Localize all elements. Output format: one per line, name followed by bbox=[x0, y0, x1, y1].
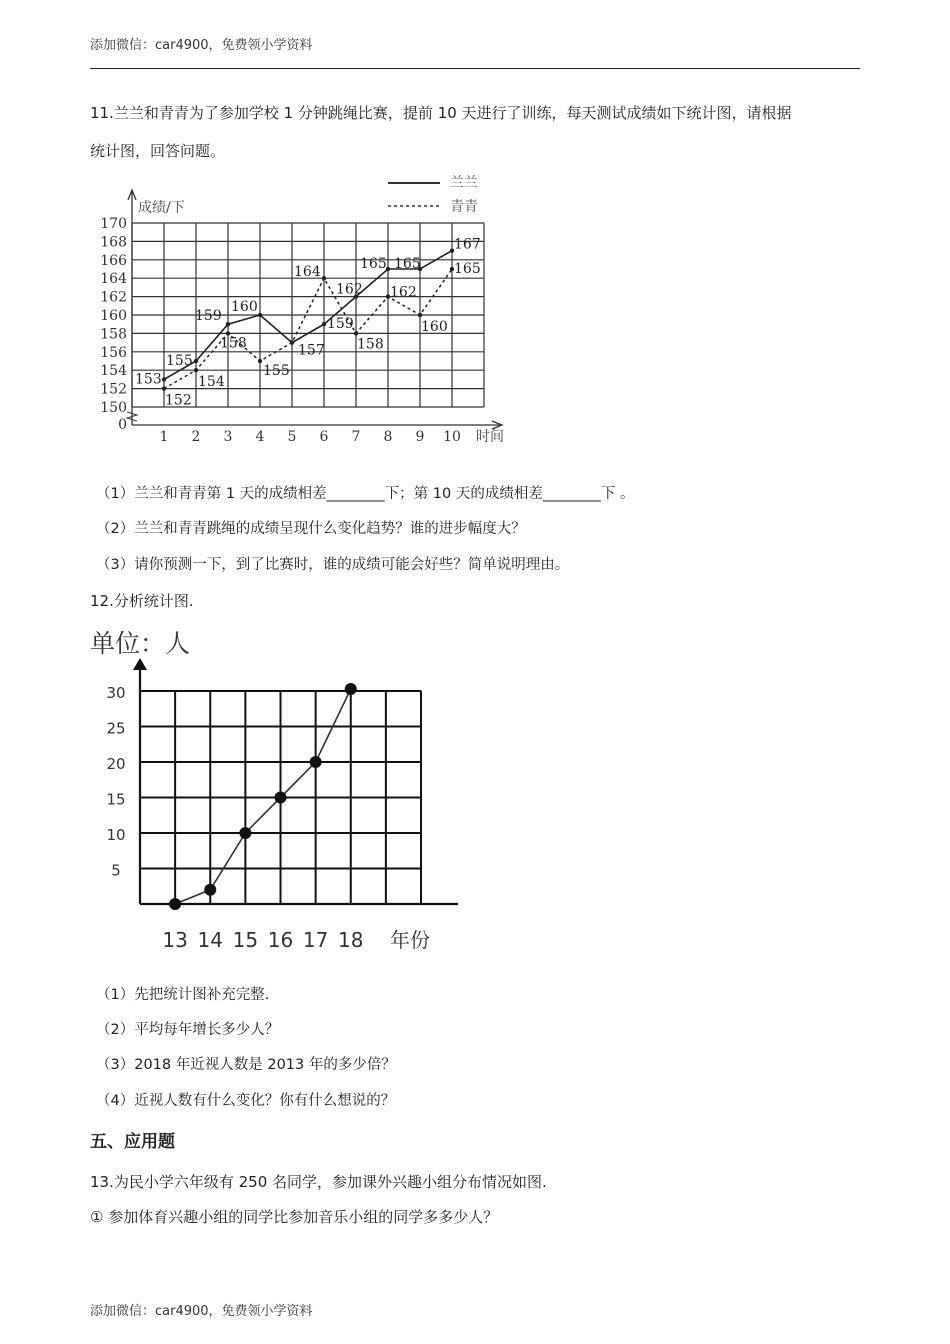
q12-sub-question-2: （2）平均每年增长多少人？ bbox=[96, 1022, 280, 1038]
q11-jump-rope-line-chart bbox=[90, 170, 520, 450]
point-qingqing bbox=[290, 340, 294, 344]
data-label: 160 bbox=[231, 299, 258, 315]
data-point bbox=[345, 683, 357, 695]
point-qingqing bbox=[354, 331, 358, 335]
y-tick-label: 0 bbox=[118, 417, 127, 433]
point-lanlan bbox=[226, 322, 230, 326]
data-label: 164 bbox=[294, 264, 321, 281]
q11-chart-ticks bbox=[100, 216, 461, 445]
q11-sub-question-1: （1）兰兰和青青第 1 天的成绩相差________下；第 10 天的成绩相差________下 。 bbox=[96, 486, 635, 502]
y-tick-label: 166 bbox=[100, 252, 127, 269]
x-tick-label: 3 bbox=[223, 429, 233, 445]
q11-chart-x-axis-title: 时间 bbox=[476, 429, 504, 445]
header-rule bbox=[90, 68, 860, 69]
q12-title: 12.分析统计图. bbox=[90, 592, 194, 610]
page-header-text: 添加微信：car4900，免费领小学资料 bbox=[90, 38, 313, 53]
q12-chart-x-axis-title: 年份 bbox=[390, 928, 430, 952]
x-tick-label: 6 bbox=[319, 429, 329, 445]
q13-sub-question-1: ① 参加体育兴趣小组的同学比参加音乐小组的同学多多少人？ bbox=[90, 1208, 499, 1226]
x-tick-label: 13 bbox=[162, 928, 188, 952]
y-tick-label: 5 bbox=[111, 861, 121, 880]
y-tick-label: 160 bbox=[100, 308, 127, 324]
q12-myopia-line-chart bbox=[88, 620, 458, 960]
q11-sub-question-3: （3）请你预测一下，到了比赛时，谁的成绩可能会好些？简单说明理由。 bbox=[96, 557, 570, 573]
legend-label-qingqing: 青青 bbox=[450, 199, 478, 215]
data-label: 165 bbox=[394, 256, 421, 272]
x-tick-label: 15 bbox=[232, 928, 259, 952]
data-label: 154 bbox=[198, 374, 225, 391]
y-tick-label: 25 bbox=[106, 719, 126, 738]
q11-text-line1: 11.兰兰和青青为了参加学校 1 分钟跳绳比赛，提前 10 天进行了训练，每天测试成绩如下统计图，请根据 bbox=[90, 104, 792, 122]
x-tick-label: 17 bbox=[302, 928, 329, 952]
point-qingqing bbox=[162, 386, 166, 390]
point-lanlan bbox=[322, 322, 326, 326]
y-tick-label: 168 bbox=[100, 234, 127, 251]
x-tick-label: 8 bbox=[383, 429, 393, 445]
axis-break-mark bbox=[127, 412, 137, 421]
q12-chart-axes bbox=[133, 658, 458, 911]
x-tick-label: 10 bbox=[443, 429, 461, 445]
q12-sub-question-4: （4）近视人数有什么变化？你有什么想说的？ bbox=[96, 1093, 396, 1109]
y-tick-label: 154 bbox=[100, 363, 127, 380]
data-label: 162 bbox=[390, 284, 417, 301]
data-label: 162 bbox=[336, 281, 363, 298]
x-tick-label: 4 bbox=[255, 429, 265, 445]
point-lanlan bbox=[162, 377, 166, 381]
section-5-heading: 五、应用题 bbox=[90, 1132, 175, 1152]
y-tick-label: 162 bbox=[100, 289, 127, 306]
point-lanlan bbox=[258, 313, 262, 317]
data-label: 155 bbox=[263, 363, 290, 379]
x-tick-label: 7 bbox=[351, 429, 361, 445]
y-tick-label: 15 bbox=[106, 790, 126, 809]
q12-chart-ticks bbox=[106, 684, 363, 952]
x-tick-label: 2 bbox=[191, 429, 201, 445]
point-qingqing bbox=[322, 276, 326, 280]
q12-chart-unit-label: 单位：人 bbox=[90, 629, 191, 658]
y-tick-label: 30 bbox=[106, 684, 126, 702]
x-tick-label: 16 bbox=[267, 928, 294, 952]
data-label: 153 bbox=[135, 371, 162, 388]
q11-chart-data-labels bbox=[135, 237, 481, 409]
q11-sub-question-2: （2）兰兰和青青跳绳的成绩呈现什么变化趋势？谁的进步幅度大？ bbox=[96, 521, 526, 537]
point-qingqing bbox=[258, 359, 262, 363]
y-tick-label: 158 bbox=[100, 326, 127, 343]
data-label: 160 bbox=[421, 319, 448, 335]
data-point bbox=[169, 898, 181, 910]
y-tick-label: 150 bbox=[100, 400, 127, 416]
y-tick-label: 20 bbox=[106, 755, 126, 773]
data-label: 152 bbox=[165, 392, 192, 409]
data-point bbox=[275, 792, 287, 804]
data-point bbox=[239, 827, 251, 839]
data-label: 165 bbox=[360, 256, 387, 272]
point-lanlan bbox=[194, 359, 198, 363]
x-tick-label: 5 bbox=[287, 429, 297, 445]
data-label: 155 bbox=[166, 353, 193, 369]
q13-text-line1: 13.为民小学六年级有 250 名同学，参加课外兴趣小组分布情况如图. bbox=[90, 1173, 547, 1191]
page-footer-text: 添加微信：car4900，免费领小学资料 bbox=[90, 1304, 313, 1319]
y-tick-label: 152 bbox=[100, 381, 127, 398]
data-label: 167 bbox=[454, 236, 481, 253]
x-tick-label: 18 bbox=[338, 928, 364, 952]
data-label: 158 bbox=[357, 336, 384, 353]
data-label: 158 bbox=[220, 335, 247, 352]
q12-sub-question-3: （3）2018 年近视人数是 2013 年的多少倍？ bbox=[96, 1057, 396, 1073]
y-tick-label: 164 bbox=[100, 271, 127, 288]
y-tick-label: 170 bbox=[100, 216, 127, 232]
x-tick-label: 14 bbox=[197, 928, 223, 952]
data-point bbox=[204, 884, 216, 896]
q11-chart-y-axis-title: 成绩/下 bbox=[138, 200, 185, 216]
q11-text-line2: 统计图，回答问题。 bbox=[90, 142, 226, 160]
x-tick-label: 1 bbox=[159, 429, 169, 445]
data-label: 165 bbox=[454, 261, 481, 277]
point-qingqing bbox=[194, 368, 198, 372]
y-axis-arrow bbox=[133, 658, 147, 670]
data-label: 159 bbox=[195, 308, 222, 325]
y-tick-label: 10 bbox=[106, 826, 126, 844]
q11-chart-legend bbox=[388, 175, 478, 215]
x-tick-label: 9 bbox=[415, 429, 425, 445]
point-qingqing bbox=[418, 313, 422, 317]
data-label: 157 bbox=[298, 342, 325, 359]
data-point bbox=[310, 756, 322, 768]
legend-label-lanlan: 兰兰 bbox=[450, 175, 478, 191]
y-tick-label: 156 bbox=[100, 344, 127, 361]
q12-sub-question-1: （1）先把统计图补充完整. bbox=[96, 987, 270, 1003]
data-label: 159 bbox=[327, 316, 354, 333]
q11-chart-grid bbox=[132, 223, 484, 407]
